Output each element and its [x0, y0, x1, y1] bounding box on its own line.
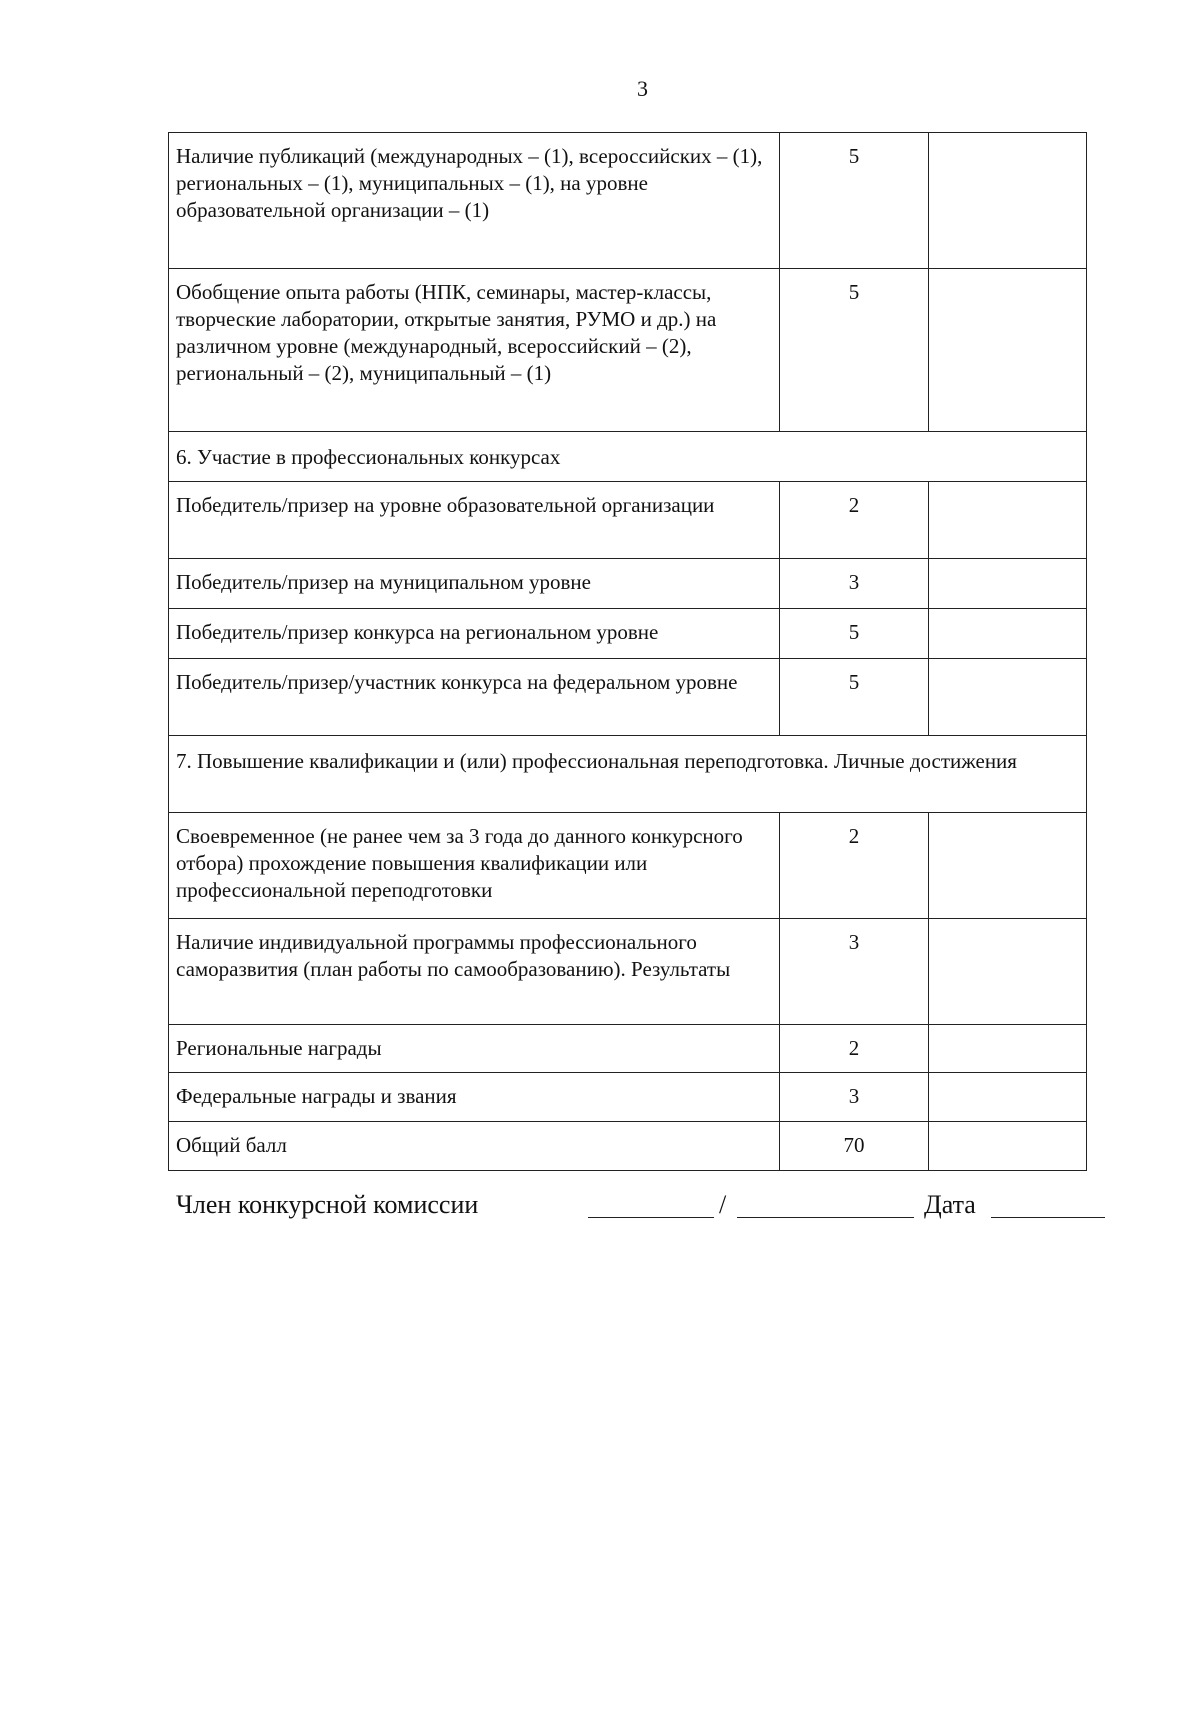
blank-score-cell	[929, 133, 1087, 269]
date-label: Дата	[924, 1190, 976, 1219]
total-score: 70	[780, 1122, 929, 1171]
criterion-cell: Победитель/призер/участник конкурса на федеральном уровне	[169, 659, 780, 736]
score-cell: 2	[780, 482, 929, 559]
blank-score-cell	[929, 269, 1087, 432]
score-cell: 3	[780, 919, 929, 1025]
table-row	[169, 919, 1087, 1025]
criterion-cell: Победитель/призер на уровне образовательной организации	[169, 482, 780, 559]
date-line	[991, 1216, 1105, 1218]
signature-separator: /	[719, 1190, 727, 1219]
total-row	[169, 1122, 1087, 1171]
table-row	[169, 1025, 1087, 1073]
score-cell: 5	[780, 659, 929, 736]
criterion-cell: Региональные награды	[169, 1025, 780, 1073]
criterion-cell: Федеральные награды и звания	[169, 1073, 780, 1122]
blank-score-cell	[929, 1025, 1087, 1073]
blank-score-cell	[929, 609, 1087, 659]
criterion-cell: Обобщение опыта работы (НПК, семинары, мастер-классы, творческие лаборатории, открытые занятия, РУМО и др.) на различном уровне (международный, всероссийский – (2), региональный – (2), муниципальный – (1)	[169, 269, 780, 432]
table-row	[169, 813, 1087, 919]
total-label: Общий балл	[169, 1122, 780, 1171]
table-row	[169, 659, 1087, 736]
table-row	[169, 482, 1087, 559]
score-cell: 3	[780, 1073, 929, 1122]
signature-line	[588, 1216, 714, 1218]
score-cell: 2	[780, 1025, 929, 1073]
criterion-cell: Наличие публикаций (международных – (1), всероссийских – (1), региональных – (1), муниципальных – (1), на уровне образовательной организации – (1)	[169, 133, 780, 269]
blank-score-cell	[929, 559, 1087, 609]
criterion-cell: Своевременное (не ранее чем за 3 года до данного конкурсного отбора) прохождение повышения квалификации или профессиональной переподготовки	[169, 813, 780, 919]
score-cell: 5	[780, 269, 929, 432]
blank-score-cell	[929, 482, 1087, 559]
criterion-cell: Победитель/призер на муниципальном уровне	[169, 559, 780, 609]
criterion-cell: Наличие индивидуальной программы профессионального саморазвития (план работы по самообразованию). Результаты	[169, 919, 780, 1025]
score-cell: 2	[780, 813, 929, 919]
table-row	[169, 609, 1087, 659]
section-title: 6. Участие в профессиональных конкурсах	[169, 432, 1087, 482]
criteria-table	[168, 132, 1087, 1171]
page-number: 3	[637, 76, 648, 101]
blank-score-cell	[929, 919, 1087, 1025]
score-cell: 3	[780, 559, 929, 609]
score-cell: 5	[780, 133, 929, 269]
criterion-cell: Победитель/призер конкурса на региональном уровне	[169, 609, 780, 659]
blank-score-cell	[929, 813, 1087, 919]
score-cell: 5	[780, 609, 929, 659]
blank-score-cell	[929, 1073, 1087, 1122]
table-row	[169, 559, 1087, 609]
table-row	[169, 133, 1087, 269]
name-line	[737, 1216, 914, 1218]
section-row	[169, 736, 1087, 813]
blank-score-cell	[929, 1122, 1087, 1171]
section-row	[169, 432, 1087, 482]
blank-score-cell	[929, 659, 1087, 736]
table-row	[169, 1073, 1087, 1122]
section-title: 7. Повышение квалификации и (или) профессиональная переподготовка. Личные достижения	[169, 736, 1087, 813]
signature-label: Член конкурсной комиссии	[176, 1190, 479, 1219]
table-row	[169, 269, 1087, 432]
